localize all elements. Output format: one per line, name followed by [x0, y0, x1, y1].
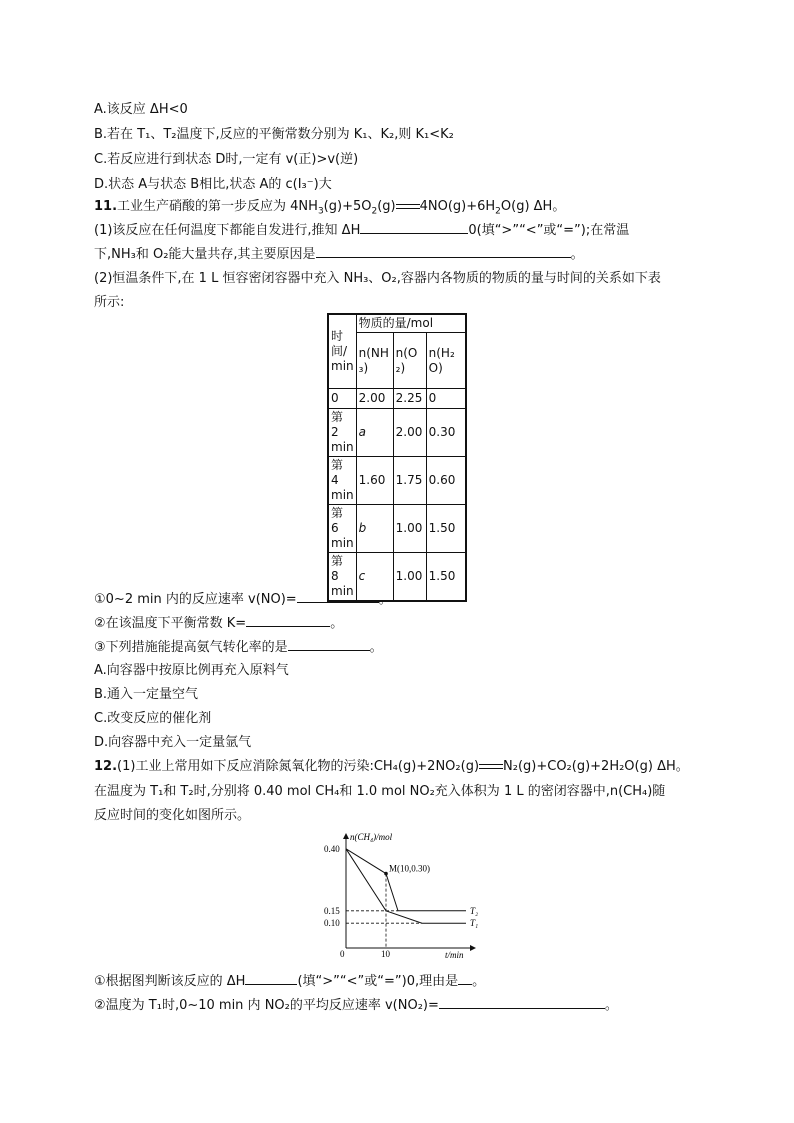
q12-stem-a: (1)工业上常用如下反应消除氮氧化物的污染:CH₄(g)+2NO₂(g): [117, 759, 480, 774]
table-amount-header: 物质的量/mol: [356, 314, 466, 333]
q11-sub3-text: ③下列措施能提高氨气转化率的是: [94, 640, 288, 655]
q11-sub2-text: ②在该温度下平衡常数 K=: [94, 616, 247, 631]
table-row: [328, 409, 466, 457]
table-col-h2o: n(H₂O): [426, 333, 466, 389]
q12-sub2-text-a: ②温度为 T₁时,0~10 min 内 NO₂的平均反应速率 v(NO₂)=: [94, 998, 439, 1013]
q10-option-a: A.该反应 ΔH<0: [94, 102, 188, 117]
q11-sub1-text: ①0~2 min 内的反应速率 v(NO)=: [94, 592, 297, 607]
x-tick-label: 10: [381, 949, 390, 959]
period: 。: [369, 640, 383, 655]
q11-p1-text-c: 下,NH₃和 O₂能大量共存,其主要原因是: [94, 247, 316, 262]
series-line-t2: [346, 849, 466, 911]
q11-sub3: [94, 638, 383, 657]
table-cell: b: [356, 505, 393, 553]
answer-blank-dh2[interactable]: [245, 972, 297, 985]
q11-option-c: C.改变反应的催化剂: [94, 711, 212, 726]
q12-stem-b: N₂(g)+CO₂(g)+2H₂O(g) ΔH。: [503, 759, 689, 774]
table-cell: 0.60: [426, 457, 466, 505]
q12-sub1-text-b: (填“>”“<”或“=”)0,理由是: [297, 974, 459, 989]
q11-option-a: A.向容器中按原比例再充入原料气: [94, 663, 289, 678]
table-cell: a: [356, 409, 393, 457]
series-label-t1: T₁: [470, 918, 479, 929]
table-cell: 1.60: [356, 457, 393, 505]
q11-stem-mid2: (g): [377, 199, 396, 214]
answer-blank-rate[interactable]: [297, 590, 379, 603]
q11-part2-line2: 所示:: [94, 295, 125, 310]
q12-sub2-text-b: 。: [604, 998, 618, 1013]
q11-number: 11.: [94, 199, 118, 214]
table-cell: 0: [426, 389, 466, 409]
answer-blank-dh[interactable]: [360, 221, 468, 234]
q11-option-b: B.通入一定量空气: [94, 687, 199, 702]
q11-p1-text-a: (1)该反应在任何温度下都能自发进行,推知 ΔH: [94, 223, 361, 238]
ch4-time-chart: [320, 830, 480, 960]
q12-stem-line1: [94, 758, 689, 776]
table-cell: 1.00: [393, 505, 426, 553]
table-cell: 2.25: [393, 389, 426, 409]
series-label-t2: T₂: [470, 905, 479, 916]
table-col-nh3: n(NH₃): [356, 333, 393, 389]
y-tick-label: 0.10: [324, 918, 340, 929]
table-cell: 2.00: [356, 389, 393, 409]
answer-blank-reason[interactable]: [316, 245, 571, 258]
y-axis-label: n(CH₄)/mol: [350, 832, 393, 842]
table-cell: 1.75: [393, 457, 426, 505]
q11-p1-text-d: 。: [570, 247, 584, 262]
answer-blank-reason2[interactable]: [458, 972, 472, 985]
table-col-o2: n(O₂): [393, 333, 426, 389]
q12-sub1: [94, 972, 485, 991]
q10-option-d: D.状态 A与状态 B相比,状态 A的 c(I₃⁻)大: [94, 177, 332, 192]
table-cell: 0.30: [426, 409, 466, 457]
table-row: [328, 505, 466, 553]
table-cell: 1.00: [393, 553, 426, 602]
q12-number: 12.: [94, 759, 118, 774]
q11-part1-line1: [94, 221, 629, 240]
answer-blank-no2-rate[interactable]: [439, 996, 605, 1009]
q11-stem-mid: (g)+5O: [323, 199, 372, 214]
q12-stem-line2: 在温度为 T₁和 T₂时,分别将 0.40 mol CH₄和 1.0 mol NO₂充入体积为 1 L 的密闭容器中,n(CH₄)随: [94, 784, 666, 799]
q11-stem-text: 工业生产硝酸的第一步反应为 4NH: [117, 199, 318, 214]
y-tick-label: 0.40: [324, 843, 340, 854]
point-m: [384, 872, 388, 876]
table-cell-time: 第 6 min: [328, 505, 356, 553]
table-cell: 1.50: [426, 505, 466, 553]
q11-p1-text-b: 0(填“>”“<”或“=”);在常温: [468, 223, 630, 238]
q12-sub1-text-c: 。: [472, 974, 486, 989]
equilibrium-arrow-icon: [479, 762, 503, 772]
period: 。: [378, 592, 392, 607]
q11-option-d: D.向容器中充入一定量氩气: [94, 735, 252, 750]
table-cell-time: 0: [328, 389, 356, 409]
table-cell: 2.00: [393, 409, 426, 457]
x-axis-label: t/min: [445, 950, 464, 960]
point-m-label: M(10,0.30): [389, 863, 430, 874]
q11-sub2: [94, 614, 343, 633]
table-cell-time: 第 4 min: [328, 457, 356, 505]
q10-option-c: C.若反应进行到状态 D时,一定有 v(正)>v(逆): [94, 152, 359, 167]
equilibrium-arrow-icon: [396, 202, 420, 212]
y-tick-label: 0.15: [324, 905, 340, 916]
q11-stem-end: O(g) ΔH。: [500, 199, 566, 214]
q12-sub1-text-a: ①根据图判断该反应的 ΔH: [94, 974, 246, 989]
q10-option-b: B.若在 T₁、T₂温度下,反应的平衡常数分别为 K₁、K₂,则 K₁<K₂: [94, 127, 454, 142]
answer-blank-measure[interactable]: [288, 638, 370, 651]
answer-blank-k[interactable]: [246, 614, 330, 627]
table-row: [328, 457, 466, 505]
q11-stem: 11.工业生产硝酸的第一步反应为 $4NH_3(g)+5O_2(g)$ $4NO(g)+6H_2O(g)$ ΔH。: [94, 199, 566, 217]
table-cell: 1.50: [426, 553, 466, 602]
q12-stem-line3: 反应时间的变化如图所示。: [94, 808, 251, 823]
table-row: [328, 389, 466, 409]
amount-table: [327, 313, 467, 602]
q11-part2-line1: (2)恒温条件下,在 1 L 恒容密闭容器中充入 NH₃、O₂,容器内各物质的物质的量与时间的关系如下表: [94, 271, 661, 286]
table-cell-time: 第 8 min: [328, 553, 356, 602]
origin-label: 0: [340, 949, 345, 959]
q11-part1-line2: [94, 245, 584, 264]
table-cell: c: [356, 553, 393, 602]
table-cell-time: 第 2 min: [328, 409, 356, 457]
table-time-header: 时间/min: [328, 314, 356, 389]
q11-stem-post: 4NO(g)+6H: [419, 199, 496, 214]
q12-sub2: [94, 996, 618, 1015]
period: 。: [330, 616, 344, 631]
q11-sub1: [94, 590, 392, 609]
